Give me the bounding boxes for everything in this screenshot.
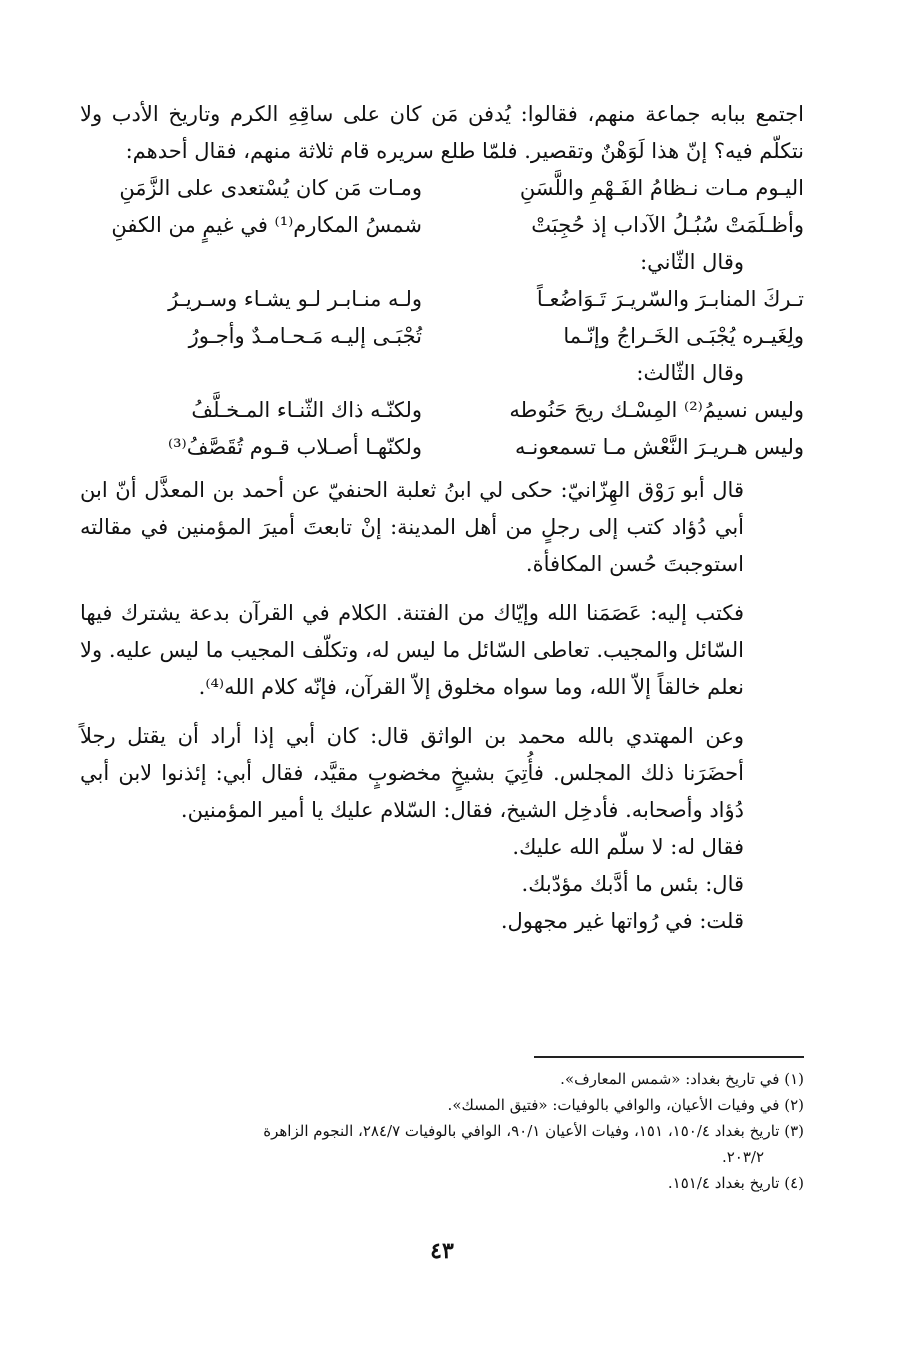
poem-third (80, 392, 804, 466)
poem-verse: ولكنّـه ذاك الثّنـاء المـخـلَّفُ (191, 398, 422, 422)
footnote: (١) في تاريخ بغداد: «شمس المعارف». (560, 1070, 804, 1088)
poem-first (80, 170, 804, 244)
poem-verse: اليـوم مـات نـظامُ الفَـهْمِ واللَّسَنِ (519, 176, 804, 200)
poem-verse: ومـات مَن كان يُسْتعدى على الزَّمَنِ (119, 176, 422, 200)
poem-verse: ولكنّهـا أصـلاب قـوم تُقَصَّفُ⁽³⁾ (167, 435, 422, 459)
dialogue-line: قال: بئس ما أدَّبك مؤدّبك. (521, 872, 744, 896)
paragraph-reply: فكتب إليه: عَصَمَنا الله وإيّاك من الفتنة. الكلام في القرآن بدعة يشترك فيها السّائل والمجيب. تعاطى السّائل ما ليس له، وتكلّف المجيب ما ليس عليه. ولا نعلم خالقاً إلاّ الله، وما سواه مخلوق إلاّ القرآن، فإنّه كلام الله⁽⁴⁾. (80, 601, 744, 699)
footnote: (٢) في وفيات الأعيان، والوافي بالوفيات: «فتيق المسك». (447, 1096, 804, 1114)
poem-verse: وليس هـريـرَ النَّعْش مـا تسمعونـه (515, 435, 804, 459)
poem-second (80, 281, 804, 355)
paragraph-abu-rawq: قال أبو رَوْق الهِزّانيّ: حكى لي ابنُ ثعلبة الحنفيّ عن أحمد بن المعذَّل أنّ ابن أبي دُؤاد كتب إلى رجلٍ من أهل المدينة: إنْ تابعتَ أميرَ المؤمنين في مقالته استوجبتَ حُسن المكافأة. (80, 478, 744, 576)
poem-verse: تُجْبَـى إليـه مَـحـامـدٌ وأجـورُ (188, 324, 422, 348)
poem-verse: تـركَ المنابـرَ والسّريـرَ تَـوَاضُعـاً (536, 287, 804, 311)
third-speaker-heading: وقال الثّالث: (636, 361, 744, 385)
dialogue-line: فقال له: لا سلّم الله عليك. (512, 835, 744, 859)
poem-verse: ولـه منـابـر لـو يشـاء وسـريـرُ (168, 287, 422, 311)
page-number: ٤٣ (430, 1238, 454, 1264)
poem-verse: وليس نسيمُ⁽²⁾ المِسْـك ريحَ حَنُوطه (509, 398, 804, 422)
footnote-divider (534, 1056, 804, 1058)
poem-verse: شمسُ المكارم⁽¹⁾ في غيمٍ من الكفنِ (111, 213, 422, 237)
paragraph-intro: اجتمع ببابه جماعة منهم، فقالوا: يُدفن مَن كان على ساقِهِ الكرم وتاريخ الأدب ولا نتكلّم فيه؟ إنّ هذا لَوَهْنٌ وتقصير. فلمّا طلع سريره قام ثلاثة منهم، فقال أحدهم: (80, 102, 804, 163)
poem-verse: وأظـلَمَتْ سُبُـلُ الآداب إذ حُجِبَتْ (531, 213, 804, 237)
second-speaker-heading: وقال الثّاني: (640, 250, 744, 274)
dialogue-line: قلت: في رُواتها غير مجهول. (500, 909, 744, 933)
page-body (80, 96, 804, 1264)
footnote: (٤) تاريخ بغداد ١٥١/٤. (667, 1174, 804, 1192)
poem-verse: ولِغَيـره يُجْبَـى الخَـراجُ وإنّـما (563, 324, 804, 348)
footnote: (٣) تاريخ بغداد ١٥٠/٤، ١٥١، وفيات الأعيان ٩٠/١، الوافي بالوفيات ٢٨٤/٧، النجوم الزاهرة (263, 1122, 804, 1140)
paragraph-muhtadi: وعن المهتدي بالله محمد بن الواثق قال: كان أبي إذا أراد أن يقتل رجلاً أحضَرَنا ذلك المجلس. فأُتِيَ بشيخٍ مخضوبٍ مقيَّد، فقال أبي: إئذنوا لابن أبي دُؤاد وأصحابه. فأدخِل الشيخ، فقال: السّلام عليك يا أمير المؤمنين. (80, 724, 744, 822)
footnote-continuation: ٢٠٣/٢. (721, 1148, 764, 1166)
footnotes (80, 1066, 804, 1196)
